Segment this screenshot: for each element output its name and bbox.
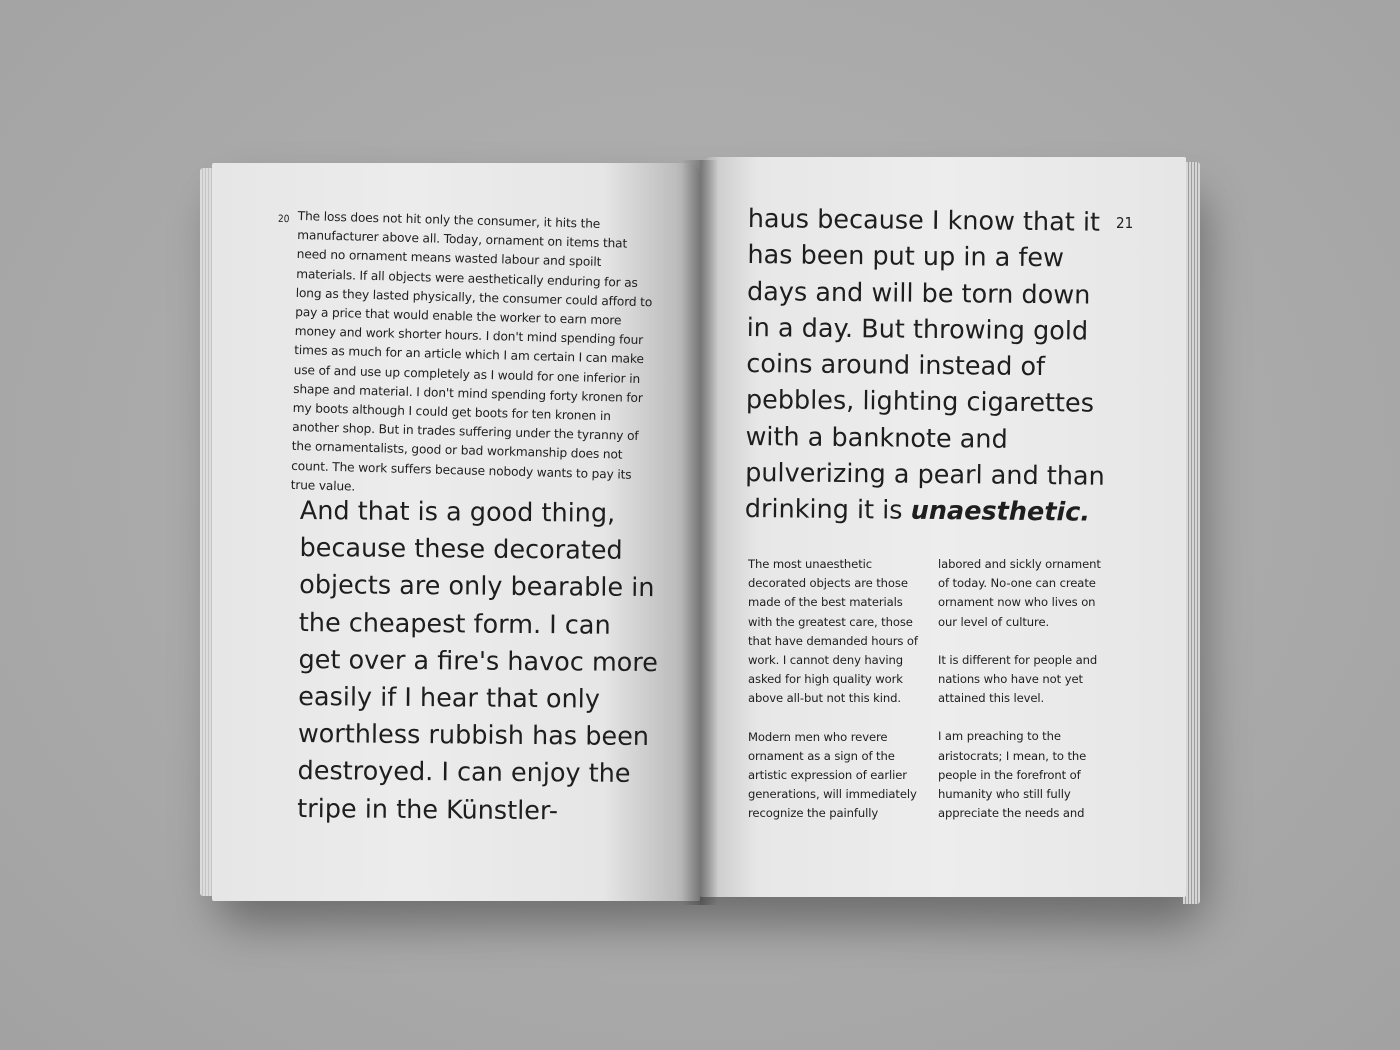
column-two-paragraph: labored and sickly ornament of today. No-one can create ornament now who lives on our level of culture. xyxy=(938,557,1101,629)
left-body-text xyxy=(290,207,657,504)
left-large-text xyxy=(297,493,660,831)
left-body-paragraph: The loss does not hit only the consumer, it hits the manufacturer above all. Today, ornament on items that need no ornament means wasted labour and spoilt materials. If all objects were aesthetically enduring for as long as they lasted physically, the consumer could afford to pay a price that would enable the worker to earn more money and work shorter hours. I don't mind spending four times as much for an article which I am certain I can make use of and use up completely as I would for one inferior in shape and material. I don't mind spending forty kronen for my boots although I could get boots for ten kronen in another shop. But in trades suffering under the tyranny of the ornamentalists, good or bad workmanship does not count. The work suffers because nobody wants to pay its true value. xyxy=(290,208,653,494)
left-page xyxy=(212,163,700,901)
right-large-text xyxy=(745,201,1118,532)
column-two-paragraph: It is different for people and nations who have not yet attained this level. xyxy=(938,652,1098,706)
page-number-left: 20 xyxy=(277,213,290,226)
right-large-paragraph xyxy=(745,201,1118,532)
right-large-text-plain: haus because I know that it has been put up in a few days and will be torn down in a day. But throwing gold coins around instead of pebbles, lighting cigarettes with a banknote and pulverizing a pearl and than drinking it is xyxy=(744,203,1105,527)
column-one xyxy=(748,555,920,843)
left-large-paragraph: And that is a good thing, because these decorated objects are only bearable in the cheapest form. I can get over a fire's havoc more easily if I hear that only worthless rubbish has been destroyed. I can enjoy the tripe in the Künstler- xyxy=(297,495,659,826)
book-gutter xyxy=(682,160,718,905)
right-page xyxy=(700,157,1186,897)
emphasis-word: unaesthetic. xyxy=(910,496,1091,528)
column-two-paragraph: I am preaching to the aristocrats; I mean, to the people in the forefront of humanity who still fully appreciate the needs and xyxy=(938,729,1087,821)
page-number-right: 21 xyxy=(1116,214,1134,232)
column-one-paragraph: The most unaesthetic decorated objects are those made of the best materials with the greatest care, those that have demanded hours of work. I cannot deny having asked for high quality work above all-but not this kind. xyxy=(748,557,918,706)
column-two xyxy=(938,555,1110,842)
column-one-paragraph: Modern men who revere ornament as a sign of the artistic expression of earlier generations, will immediately recognize the painfully xyxy=(748,729,917,821)
